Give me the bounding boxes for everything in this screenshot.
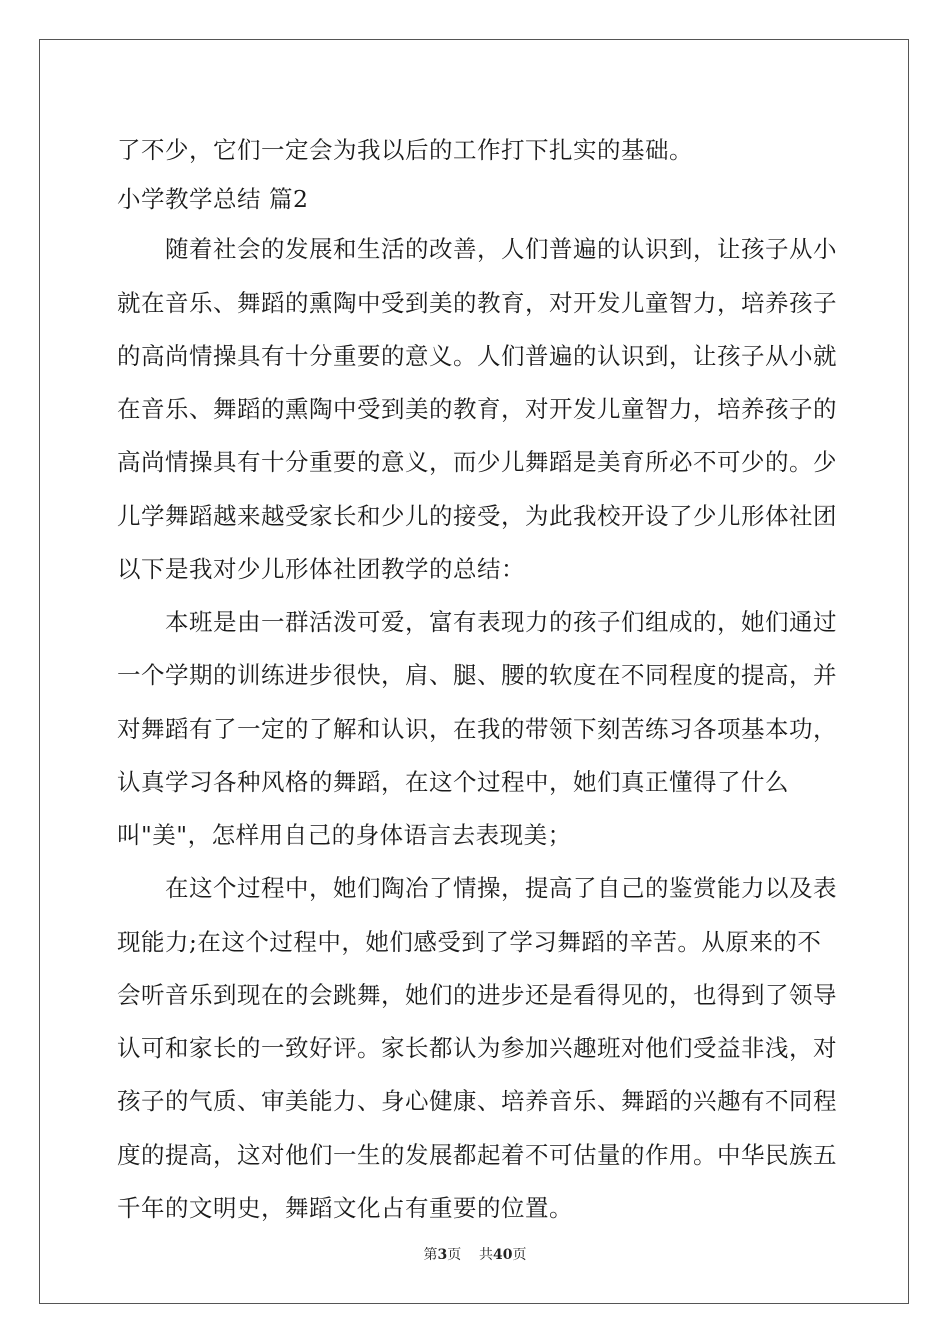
page-footer xyxy=(0,1245,950,1265)
page-prefix: 第 xyxy=(423,1247,438,1263)
text-line: 认真学习各种风格的舞蹈，在这个过程中，她们真正懂得了什么 xyxy=(117,768,789,796)
text-line: 对舞蹈有了一定的了解和认识，在我的带领下刻苦练习各项基本功， xyxy=(117,715,837,743)
text-line: 的高尚情操具有十分重要的意义。人们普遍的认识到，让孩子从小就 xyxy=(117,342,837,370)
text-line: 在这个过程中，她们陶冶了情操，提高了自己的鉴赏能力以及表 xyxy=(117,874,837,902)
text-line: 随着社会的发展和生活的改善，人们普遍的认识到，让孩子从小 xyxy=(117,235,837,263)
text-line: 千年的文明史，舞蹈文化占有重要的位置。 xyxy=(117,1194,573,1222)
text-line: 儿学舞蹈越来越受家长和少儿的接受，为此我校开设了少儿形体社团 xyxy=(117,502,837,530)
text-line: 现能力;在这个过程中，她们感受到了学习舞蹈的辛苦。从原来的不 xyxy=(117,928,822,956)
text-line: 一个学期的训练进步很快，肩、腿、腰的软度在不同程度的提高，并 xyxy=(117,661,837,689)
total-pages: 40 xyxy=(493,1247,513,1263)
text-line: 度的提高，这对他们一生的发展都起着不可估量的作用。中华民族五 xyxy=(117,1141,837,1169)
text-line: 就在音乐、舞蹈的熏陶中受到美的教育，对开发儿童智力，培养孩子 xyxy=(117,289,837,317)
total-prefix: 共 xyxy=(479,1247,494,1263)
text-line: 了不少，它们一定会为我以后的工作打下扎实的基础。 xyxy=(117,136,693,164)
text-line: 认可和家长的一致好评。家长都认为参加兴趣班对他们受益非浅，对 xyxy=(117,1034,837,1062)
text-line: 孩子的气质、审美能力、身心健康、培养音乐、舞蹈的兴趣有不同程 xyxy=(117,1087,837,1115)
section-heading: 小学教学总结 篇2 xyxy=(117,185,309,213)
text-line: 叫"美"，怎样用自己的身体语言去表现美； xyxy=(117,821,572,849)
total-suffix: 页 xyxy=(512,1247,527,1263)
text-line: 高尚情操具有十分重要的意义，而少儿舞蹈是美育所必不可少的。少 xyxy=(117,448,837,476)
text-line: 本班是由一群活泼可爱，富有表现力的孩子们组成的，她们通过 xyxy=(117,608,837,636)
page-number: 3 xyxy=(437,1247,448,1263)
text-line: 在音乐、舞蹈的熏陶中受到美的教育，对开发儿童智力，培养孩子的 xyxy=(117,395,837,423)
page-suffix: 页 xyxy=(447,1247,462,1263)
text-line: 以下是我对少儿形体社团教学的总结： xyxy=(117,555,525,583)
text-line: 会听音乐到现在的会跳舞，她们的进步还是看得见的，也得到了领导 xyxy=(117,981,837,1009)
